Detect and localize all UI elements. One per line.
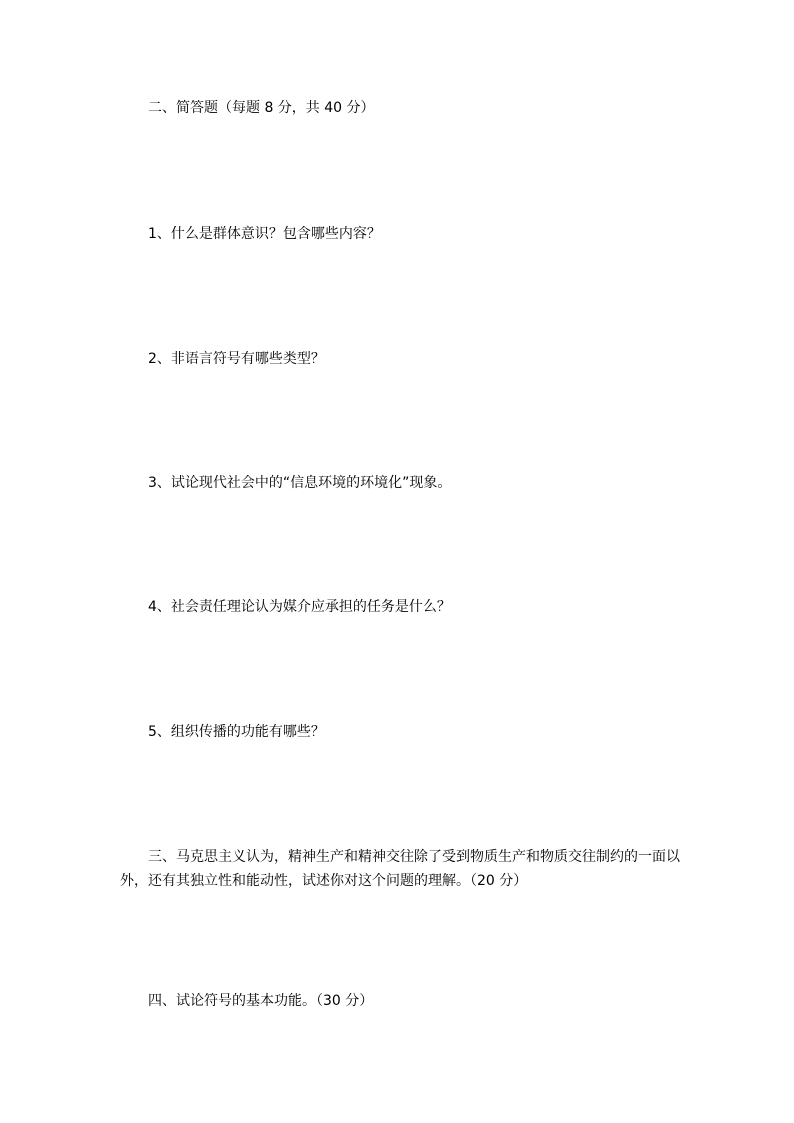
question-3: 3、试论现代社会中的“信息环境的环境化”现象。 bbox=[148, 475, 452, 491]
question-4: 4、社会责任理论认为媒介应承担的任务是什么？ bbox=[148, 599, 451, 615]
question-2: 2、非语言符号有哪些类型？ bbox=[148, 351, 325, 367]
question-5: 5、组织传播的功能有哪些？ bbox=[148, 724, 325, 740]
section-three-question: 三、马克思主义认为，精神生产和精神交往除了受到物质生产和物质交往制约的一面以外，还有其独立性和能动性，试述你对这个问题的理解。（20 分） bbox=[120, 849, 680, 889]
section-four-question: 四、试论符号的基本功能。（30 分） bbox=[148, 993, 374, 1009]
question-1: 1、什么是群体意识？包含哪些内容？ bbox=[148, 226, 381, 242]
section-two-heading: 二、简答题（每题 8 分，共 40 分） bbox=[148, 100, 375, 116]
